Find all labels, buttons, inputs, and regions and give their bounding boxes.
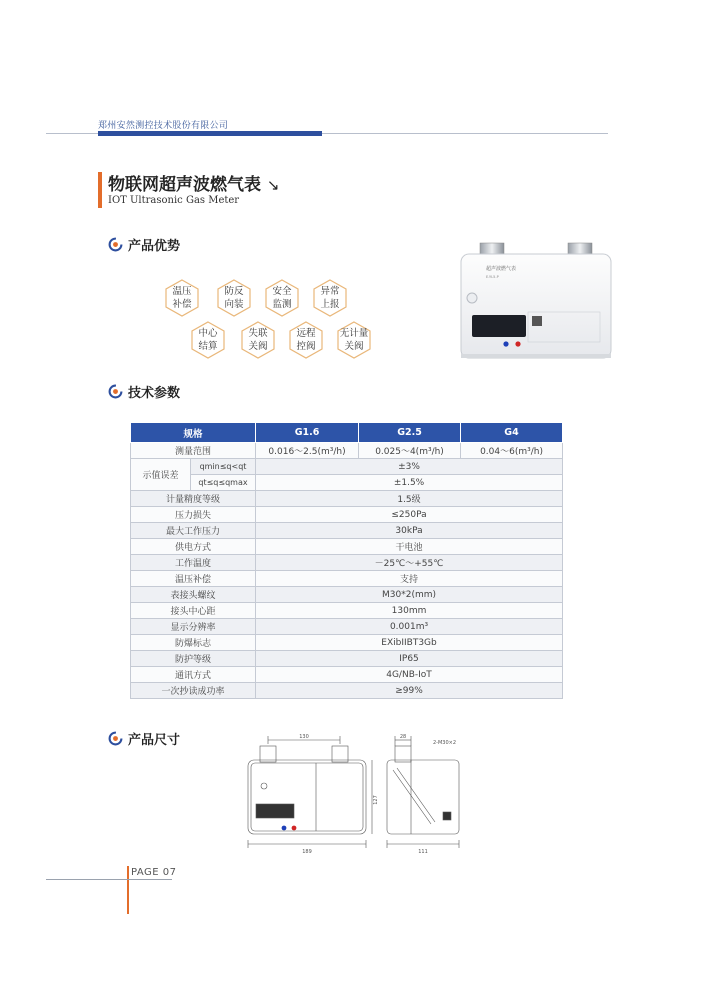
row-value: 干电池 (256, 539, 563, 555)
advantage-label: 防反 向装 (224, 286, 244, 310)
table-row (131, 619, 563, 635)
table-row (131, 459, 563, 475)
row-condition: qt≤q≤qmax (191, 475, 256, 491)
advantage-hex (238, 320, 278, 360)
row-label: 压力损失 (131, 507, 256, 523)
footer-rule (46, 879, 172, 880)
advantage-label: 中心 结算 (198, 328, 218, 352)
row-value: ≤250Pa (256, 507, 563, 523)
section-heading-params (108, 382, 180, 401)
row-label: 显示分辨率 (131, 619, 256, 635)
header-accent-bar (98, 131, 322, 136)
row-label: 计量精度等级 (131, 491, 256, 507)
row-label: 工作温度 (131, 555, 256, 571)
svg-text:2-M30×2: 2-M30×2 (433, 740, 457, 746)
table-row (131, 491, 563, 507)
advantage-hex (334, 320, 374, 360)
swirl-icon (108, 384, 123, 399)
advantage-label: 无计量 关阀 (339, 328, 369, 352)
svg-text:111: 111 (418, 849, 428, 855)
row-label: 接头中心距 (131, 603, 256, 619)
row-label: 一次抄读成功率 (131, 683, 256, 699)
advantage-label: 远程 控阀 (296, 328, 316, 352)
advantage-hex (310, 278, 350, 318)
svg-text:E-YL5-P: E-YL5-P (486, 275, 499, 279)
table-row (131, 443, 563, 459)
section-heading-advantages (108, 235, 180, 254)
table-row (131, 651, 563, 667)
front-view-drawing (240, 732, 380, 857)
table-row (131, 523, 563, 539)
table-row (131, 571, 563, 587)
section-label: 产品优势 (128, 239, 181, 254)
advantage-hex (188, 320, 228, 360)
row-value: 支持 (256, 571, 563, 587)
row-value: M30*2(mm) (256, 587, 563, 603)
row-label: 供电方式 (131, 539, 256, 555)
advantage-hex (162, 278, 202, 318)
advantage-hex (286, 320, 326, 360)
row-value: ≥99% (256, 683, 563, 699)
svg-text:130: 130 (299, 734, 309, 740)
row-label: 最大工作压力 (131, 523, 256, 539)
row-value: ±3% (256, 459, 563, 475)
section-label: 产品尺寸 (128, 733, 181, 748)
svg-text:127: 127 (373, 795, 379, 805)
table-header: G1.6 (256, 423, 359, 443)
swirl-icon (108, 237, 123, 252)
row-value: IP65 (256, 651, 563, 667)
row-label: 示值误差 (131, 459, 191, 491)
row-value: ±1.5% (256, 475, 563, 491)
footer-accent-bar (127, 866, 129, 914)
row-value: 0.025～4(m³/h) (359, 443, 461, 459)
row-value: 0.04～6(m³/h) (461, 443, 563, 459)
table-header: G2.5 (359, 423, 461, 443)
table-row (131, 635, 563, 651)
title-accent-bar (98, 172, 102, 208)
table-row (131, 603, 563, 619)
svg-text:189: 189 (302, 849, 312, 855)
swirl-icon (108, 731, 123, 746)
row-condition: qmin≤q<qt (191, 459, 256, 475)
svg-text:28: 28 (399, 734, 407, 740)
table-row (131, 587, 563, 603)
title-text: 物联网超声波燃气表 (108, 175, 261, 195)
table-row (131, 667, 563, 683)
meter-photo (456, 240, 616, 370)
row-label: 防爆标志 (131, 635, 256, 651)
advantage-label: 异常 上报 (320, 286, 340, 310)
page-number: PAGE 07 (131, 867, 177, 878)
table-header: G4 (461, 423, 563, 443)
page-title (108, 170, 280, 195)
svg-text:超声波燃气表: 超声波燃气表 (486, 266, 517, 272)
table-row (131, 539, 563, 555)
row-value: 130mm (256, 603, 563, 619)
advantage-hex (214, 278, 254, 318)
row-value: 0.016～2.5(m³/h) (256, 443, 359, 459)
row-value: 30kPa (256, 523, 563, 539)
side-view-drawing (383, 732, 473, 857)
spec-table (130, 422, 563, 699)
table-row (131, 683, 563, 699)
row-value: －25℃～+55℃ (256, 555, 563, 571)
row-value: 1.5级 (256, 491, 563, 507)
section-label: 技术参数 (128, 386, 181, 401)
table-row (131, 507, 563, 523)
page-subtitle: IOT Ultrasonic Gas Meter (108, 195, 240, 206)
row-label: 测量范围 (131, 443, 256, 459)
arrow-icon: ↘ (266, 176, 280, 194)
advantage-hex (262, 278, 302, 318)
row-value: 4G/NB-IoT (256, 667, 563, 683)
table-row (131, 475, 563, 491)
advantage-label: 安全 监测 (272, 286, 292, 310)
section-heading-dimensions (108, 729, 180, 748)
row-label: 温压补偿 (131, 571, 256, 587)
row-label: 表接头螺纹 (131, 587, 256, 603)
advantage-label: 失联 关阀 (248, 328, 268, 352)
row-value: 0.001m³ (256, 619, 563, 635)
row-label: 通讯方式 (131, 667, 256, 683)
table-header-row (131, 423, 563, 443)
row-label: 防护等级 (131, 651, 256, 667)
advantage-label: 温压 补偿 (172, 286, 192, 310)
row-value: EXibIIBT3Gb (256, 635, 563, 651)
table-row (131, 555, 563, 571)
table-header: 规格 (131, 423, 256, 443)
company-name: 郑州安然测控技术股份有限公司 (98, 121, 229, 131)
